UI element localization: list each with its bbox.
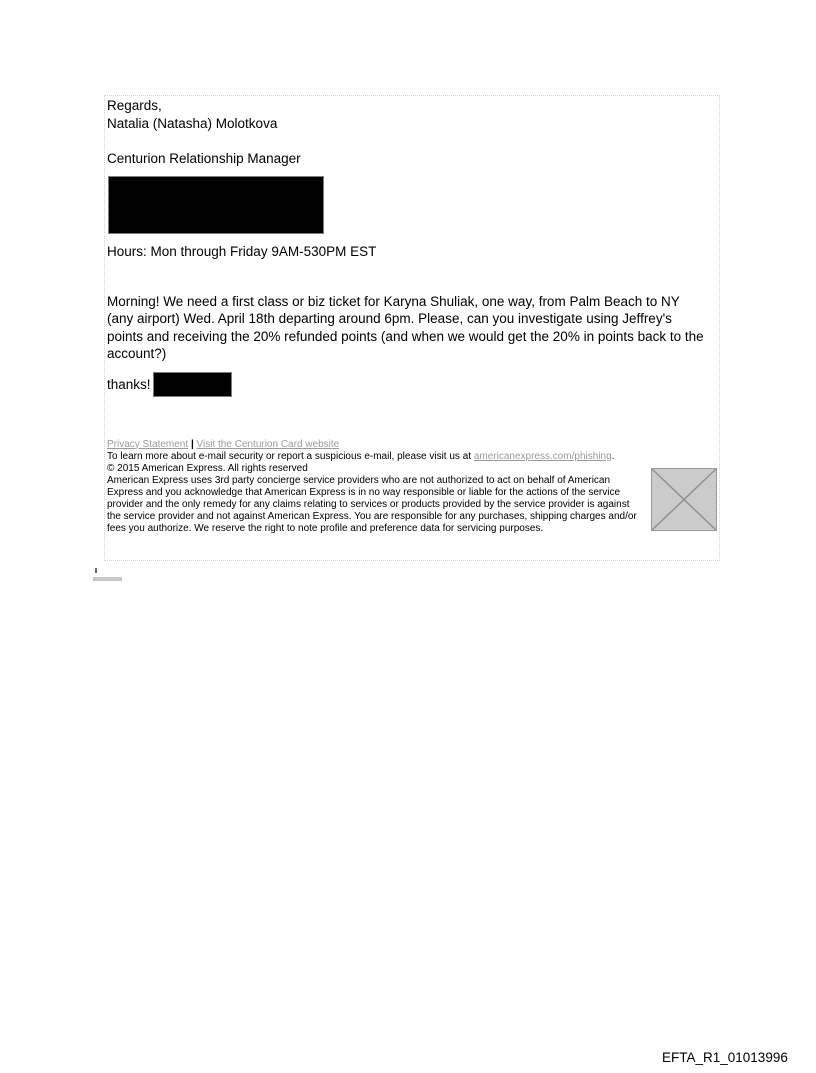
disclaimer-text: American Express uses 3rd party concierge service providers who are not authorized to act on behalf of American Express and you acknowledge that American Express is in no way responsible or liable for the actions of the service provider and the only remedy for any claims relating to services or products provided by the service provider is against the service provider and not against American Express. You are responsible for any purchases, shipping charges and/or fees you authorize. We reserve the right to note profile and preference data for servicing purposes. <box>107 474 637 534</box>
broken-image-placeholder-icon <box>651 468 717 531</box>
blank-line <box>107 132 717 150</box>
centurion-card-website-link[interactable]: Visit the Centurion Card website <box>196 438 340 450</box>
link-separator: | <box>190 438 194 450</box>
email-message-text: Morning! We need a first class or biz ticket for Karyna Shuliak, one way, from Palm Beach to NY (any airport) Wed. April 18th departing around 6pm. Please, can you investigate using Jeffrey's points and receiving the 20% refunded points (and when we would get the 20% in points back to the account?) <box>107 293 704 361</box>
phishing-link[interactable]: americanexpress.com/phishing <box>473 450 612 462</box>
redaction-block-sender-name <box>153 372 232 397</box>
thanks-line <box>107 372 717 399</box>
footer-links-line <box>107 439 717 451</box>
privacy-statement-link[interactable]: Privacy Statement <box>107 438 189 450</box>
signature-title: Centurion Relationship Manager <box>107 150 301 166</box>
signature-hours: Hours: Mon through Friday 9AM-530PM EST <box>107 244 377 259</box>
signature-name: Natalia (Natasha) Molotkova <box>107 115 278 131</box>
footnote-mark <box>95 568 97 573</box>
signature-regards: Regards, <box>107 98 162 113</box>
email-content-frame <box>104 95 720 561</box>
redaction-block-contact-info <box>108 176 324 234</box>
security-line-text: To learn more about e-mail security or report a suspicious e-mail, please visit us at <box>107 450 474 462</box>
bates-number: EFTA_R1_01013996 <box>662 1050 788 1065</box>
security-line-period: . <box>611 450 615 462</box>
email-footer <box>107 439 717 535</box>
email-security-line <box>107 451 717 463</box>
signature-block <box>107 97 717 167</box>
thanks-text: thanks! <box>107 376 151 392</box>
footnote-smudge <box>93 577 122 581</box>
copyright-line: © 2015 American Express. All rights reserved <box>107 462 308 474</box>
